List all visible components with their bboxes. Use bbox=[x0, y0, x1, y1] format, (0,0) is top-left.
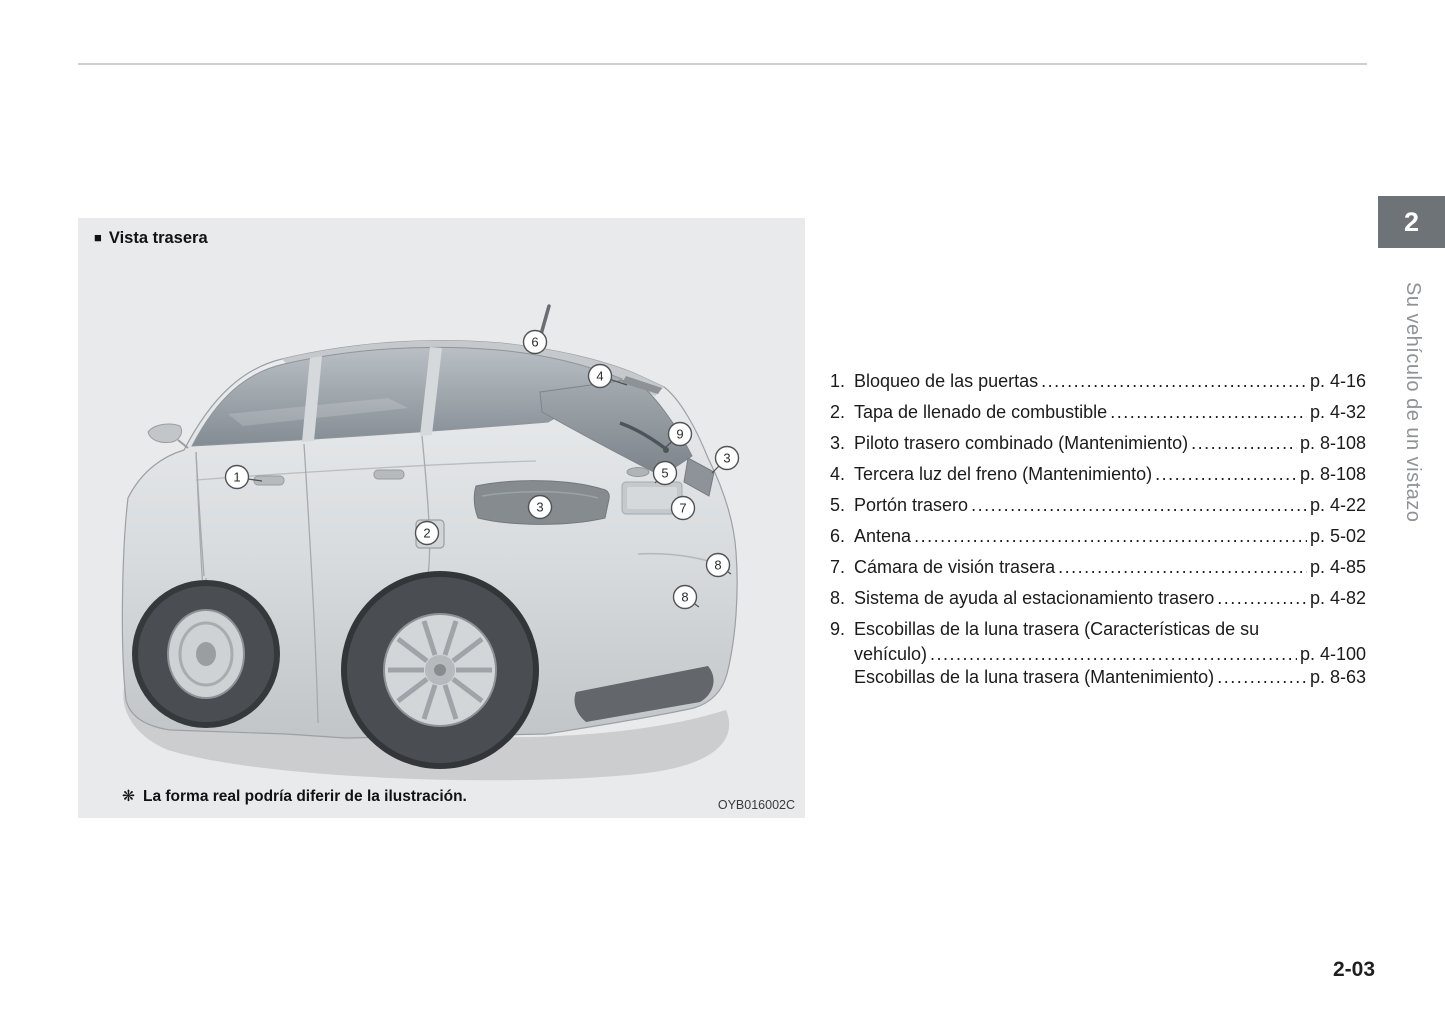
dot-leader bbox=[1058, 557, 1307, 578]
callout-5 bbox=[654, 462, 677, 485]
dot-leader bbox=[1110, 402, 1307, 423]
license-plate bbox=[627, 487, 677, 509]
item-label: Tapa de llenado de combustible bbox=[854, 402, 1108, 422]
page-number: 2-03 bbox=[1332, 958, 1375, 981]
dot-leader bbox=[971, 495, 1307, 516]
item-page-ref: p. 4-22 bbox=[1309, 495, 1366, 515]
svg-text:7: 7 bbox=[679, 500, 687, 516]
callout-4 bbox=[589, 365, 612, 388]
parts-list-item-5 bbox=[830, 495, 1366, 526]
parts-list-item-4 bbox=[830, 464, 1366, 495]
item-number: 1. bbox=[830, 371, 846, 391]
dot-leader bbox=[930, 644, 1297, 665]
parts-list bbox=[830, 371, 1366, 690]
figure-panel bbox=[78, 218, 805, 818]
callout-3-taillight bbox=[529, 496, 552, 519]
item-label: Cámara de visión trasera bbox=[854, 557, 1056, 577]
item-label: Piloto trasero combinado (Mantenimiento) bbox=[854, 433, 1189, 453]
svg-text:6: 6 bbox=[531, 334, 539, 350]
dot-leader bbox=[914, 526, 1307, 547]
callout-9 bbox=[669, 423, 692, 446]
chapter-side-label: Su vehículo de un vistazo bbox=[1402, 282, 1424, 523]
parts-list-item-9 bbox=[830, 619, 1366, 644]
item-number: 4. bbox=[830, 464, 846, 484]
parts-list-item-3 bbox=[830, 433, 1366, 464]
item-number: 9. bbox=[830, 619, 846, 639]
item-page-ref: p. 4-100 bbox=[1299, 644, 1366, 664]
chapter-tab-number: 2 bbox=[1403, 206, 1420, 237]
svg-text:9: 9 bbox=[676, 426, 684, 442]
chapter-tab bbox=[1378, 196, 1445, 248]
svg-text:3: 3 bbox=[536, 499, 544, 515]
figure-title bbox=[94, 229, 208, 248]
callout-3-corner bbox=[716, 447, 739, 470]
top-divider bbox=[78, 63, 1367, 65]
front-wheel bbox=[132, 580, 280, 728]
parts-list-item-6 bbox=[830, 526, 1366, 557]
item-number: 8. bbox=[830, 588, 846, 608]
svg-text:5: 5 bbox=[661, 465, 669, 481]
item-page-ref: p. 4-85 bbox=[1309, 557, 1366, 577]
svg-text:4: 4 bbox=[596, 368, 604, 384]
parts-list-item-2 bbox=[830, 402, 1366, 433]
figure-image-code: OYB016002C bbox=[717, 798, 795, 812]
callout-6 bbox=[524, 331, 547, 354]
svg-text:3: 3 bbox=[723, 450, 731, 466]
item-page-ref: p. 4-32 bbox=[1309, 402, 1366, 422]
parts-list-item-1 bbox=[830, 371, 1366, 402]
brand-badge bbox=[627, 468, 649, 477]
item-page-ref: p. 4-82 bbox=[1309, 588, 1366, 608]
item-page-ref: p. 8-108 bbox=[1299, 464, 1366, 484]
svg-text:2: 2 bbox=[423, 525, 431, 541]
callout-8-lower bbox=[674, 586, 697, 609]
item-number: 3. bbox=[830, 433, 846, 453]
parts-list-item-9-continuation bbox=[830, 644, 1366, 667]
item-page-ref: p. 4-16 bbox=[1309, 371, 1366, 391]
item-label: vehículo) bbox=[854, 644, 928, 664]
callout-1 bbox=[226, 466, 249, 489]
item-label: Escobillas de la luna trasera (Mantenimiento) bbox=[854, 667, 1215, 687]
item-label: Sistema de ayuda al estacionamiento trasero bbox=[854, 588, 1215, 608]
svg-text:8: 8 bbox=[681, 589, 689, 605]
vehicle-rear-illustration bbox=[78, 218, 805, 818]
figure-note bbox=[122, 787, 467, 806]
dot-leader bbox=[1191, 433, 1297, 454]
item-label: Portón trasero bbox=[854, 495, 969, 515]
svg-text:8: 8 bbox=[714, 557, 722, 573]
item-number: 2. bbox=[830, 402, 846, 422]
item-label: Escobillas de la luna trasera (Características de su bbox=[854, 619, 1260, 639]
item-label: Bloqueo de las puertas bbox=[854, 371, 1039, 391]
rear-wheel bbox=[341, 571, 539, 769]
item-number: 7. bbox=[830, 557, 846, 577]
figure-note-text: La forma real podría diferir de la ilustración. bbox=[143, 788, 467, 805]
item-number: 6. bbox=[830, 526, 846, 546]
item-page-ref: p. 8-108 bbox=[1299, 433, 1366, 453]
callout-7 bbox=[672, 497, 695, 520]
parts-list-item-9-maintenance bbox=[830, 667, 1366, 690]
dot-leader bbox=[1041, 371, 1307, 392]
parts-list-item-7 bbox=[830, 557, 1366, 588]
parts-list-item-8 bbox=[830, 588, 1366, 619]
item-number: 5. bbox=[830, 495, 846, 515]
callout-2 bbox=[416, 522, 439, 545]
callout-8-upper bbox=[707, 554, 730, 577]
item-label: Tercera luz del freno (Mantenimiento) bbox=[854, 464, 1153, 484]
figure-title-text: Vista trasera bbox=[108, 229, 208, 247]
side-mirror bbox=[148, 424, 188, 448]
svg-text:1: 1 bbox=[233, 469, 241, 485]
dot-leader bbox=[1217, 588, 1307, 609]
item-label: Antena bbox=[854, 526, 912, 546]
asterisk-icon: ❋ bbox=[122, 788, 135, 805]
item-page-ref: p. 8-63 bbox=[1309, 667, 1366, 687]
dot-leader bbox=[1155, 464, 1297, 485]
dot-leader bbox=[1217, 667, 1307, 688]
square-marker-icon: ■ bbox=[94, 230, 102, 245]
item-page-ref: p. 5-02 bbox=[1309, 526, 1366, 546]
rear-door-handle bbox=[374, 470, 404, 479]
